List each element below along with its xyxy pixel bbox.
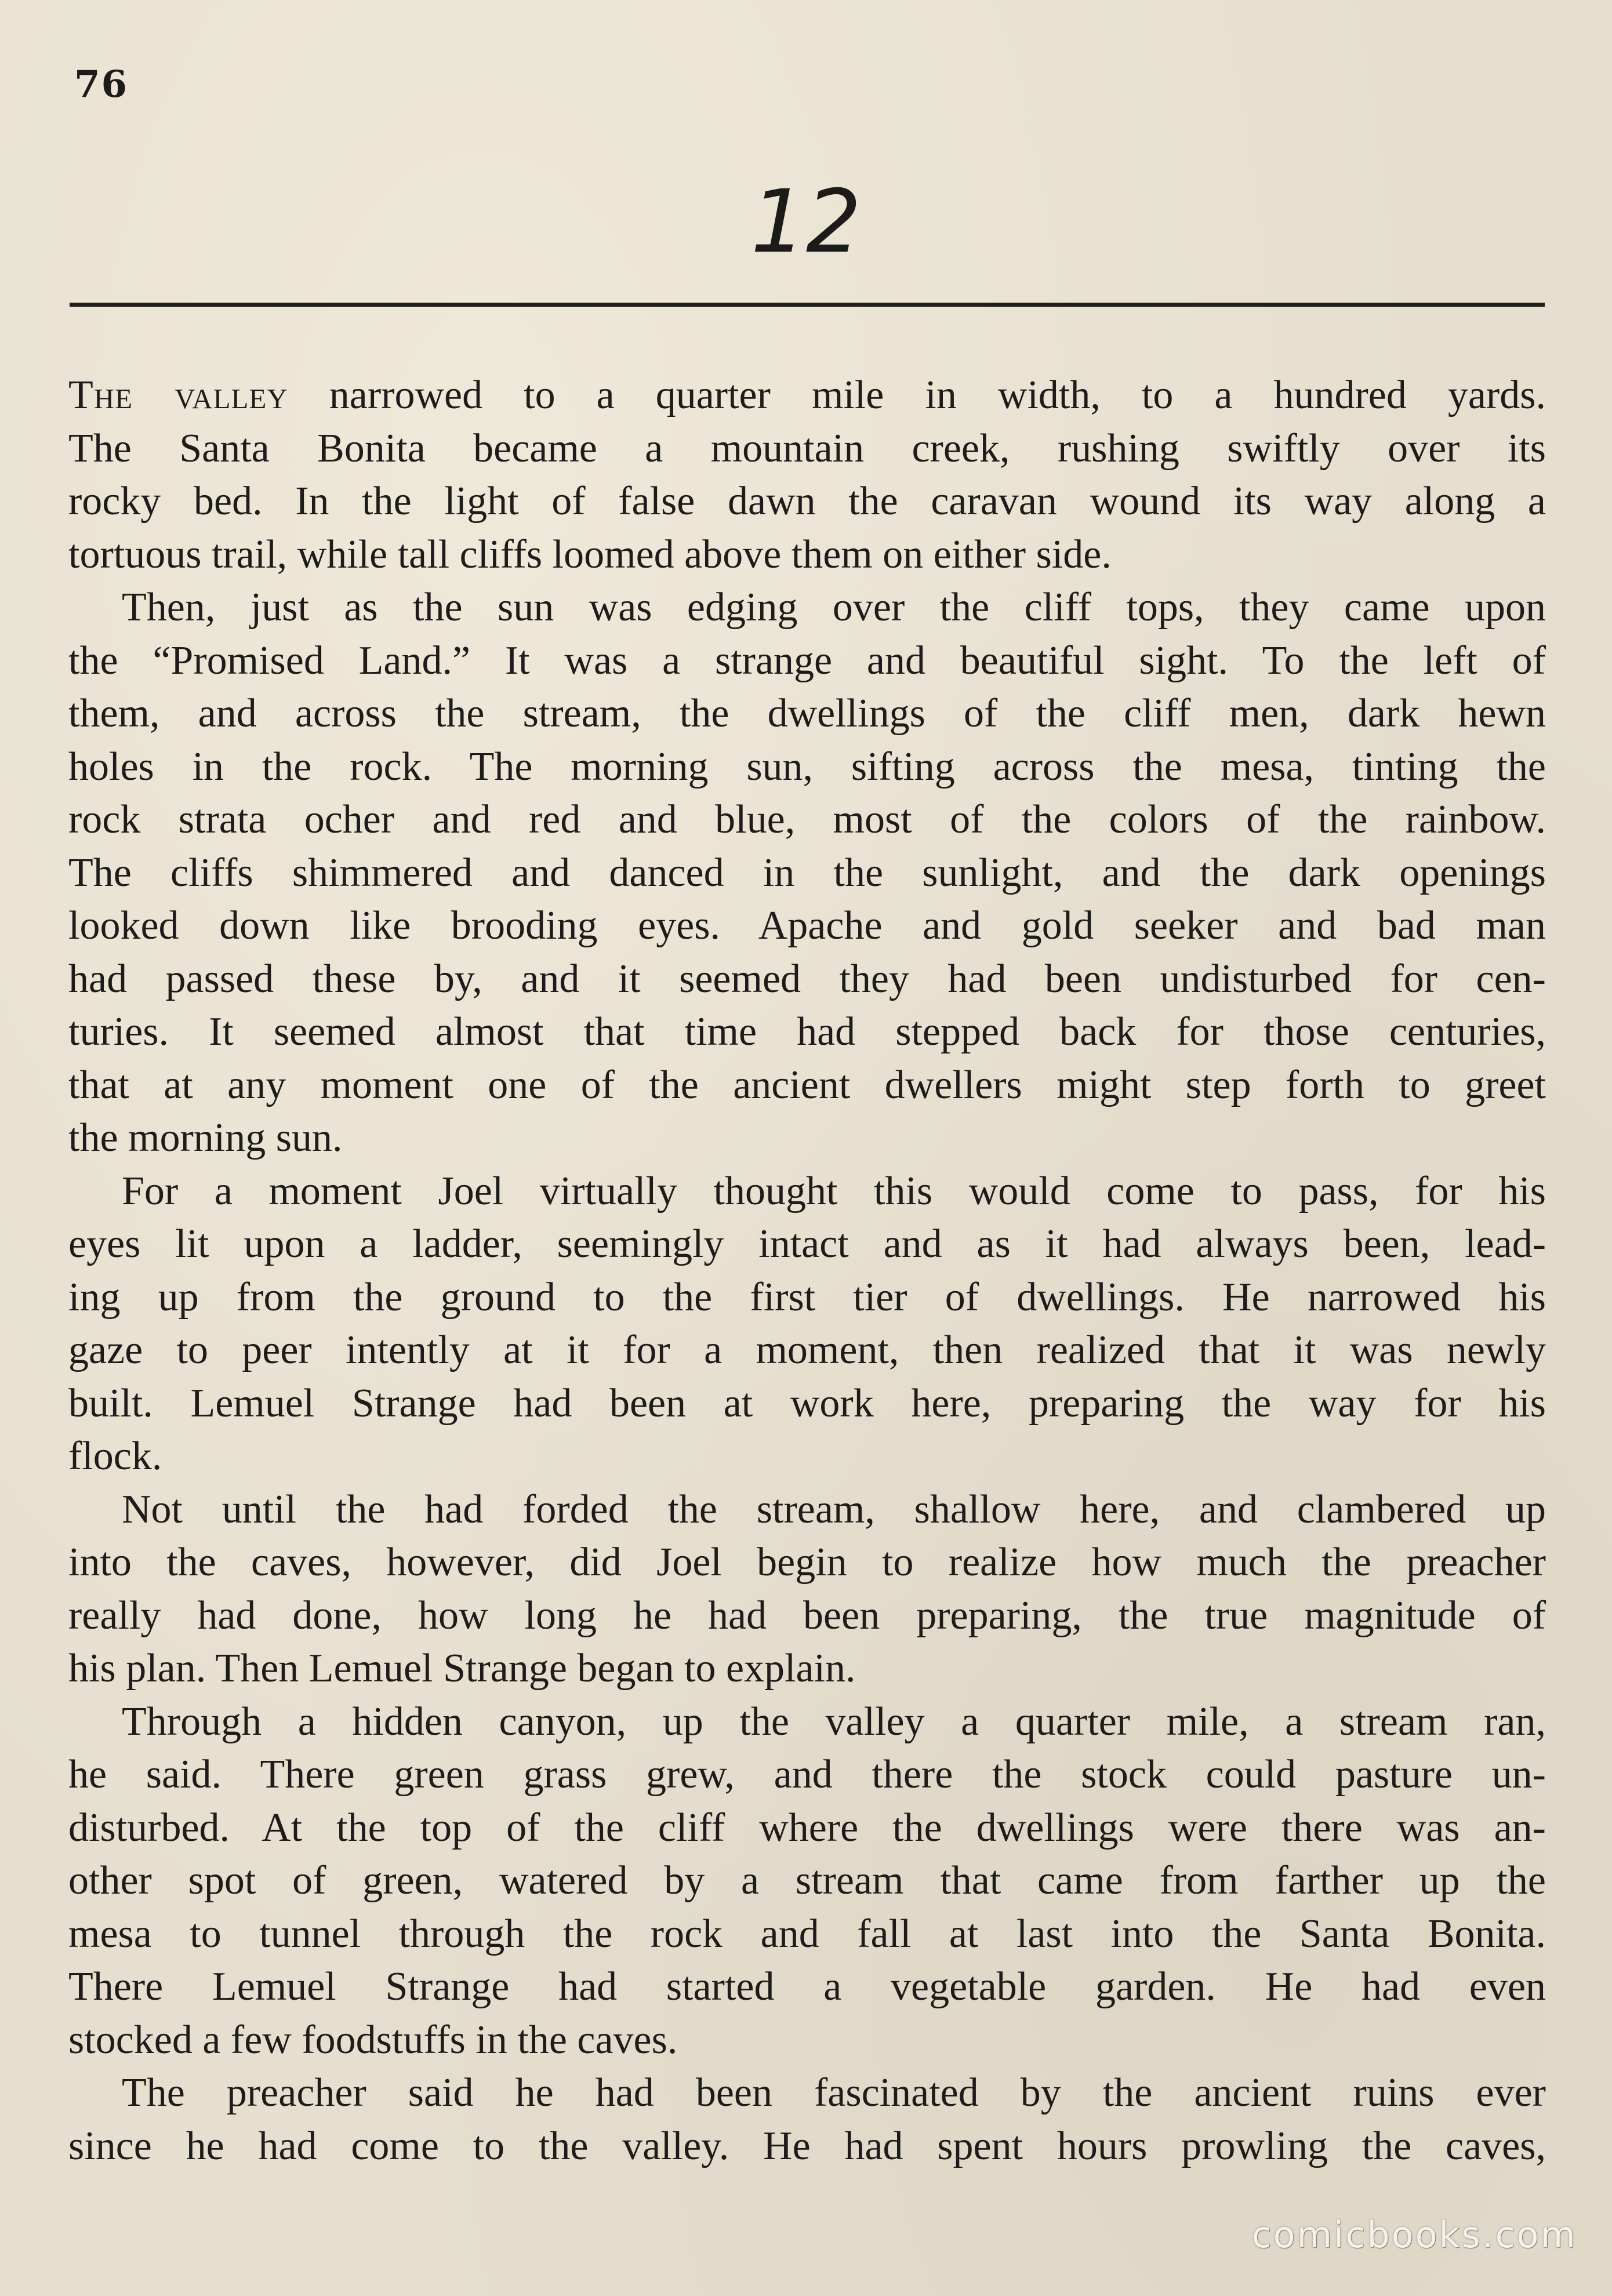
text-line-content: flock. xyxy=(68,1434,162,1478)
site-watermark: comicbooks.com xyxy=(1251,2214,1577,2256)
text-line-content: tortuous trail, while tall cliffs loomed above them on either side. xyxy=(68,532,1112,577)
text-line-content: mesa to tunnel through the rock and fall at last into the Santa Bonita. xyxy=(68,1911,1546,1956)
text-line-content: other spot of green, watered by a stream that came from farther up the xyxy=(68,1858,1546,1903)
text-line xyxy=(68,422,1546,475)
text-line-content: turies. It seemed almost that time had stepped back for those centuries, xyxy=(68,1009,1546,1054)
text-line-content: The preacher said he had been fascinated by the ancient ruins ever xyxy=(122,2070,1546,2115)
text-line-content: For a moment Joel virtually thought this would come to pass, for his xyxy=(122,1168,1546,1214)
text-line-content: The cliffs shimmered and danced in the sunlight, and the dark openings xyxy=(68,850,1546,895)
text-line xyxy=(68,475,1546,528)
text-line-content: rocky bed. In the light of false dawn the caravan wound its way along a xyxy=(68,479,1546,524)
text-line-content: that at any moment one of the ancient dwellers might step forth to greet xyxy=(68,1062,1546,1107)
chapter-divider-rule xyxy=(70,303,1545,307)
text-line xyxy=(68,528,1546,582)
text-line xyxy=(68,1005,1546,1059)
text-line xyxy=(68,1483,1546,1536)
text-line xyxy=(68,953,1546,1006)
text-line xyxy=(68,1430,1546,1483)
text-line xyxy=(68,1218,1546,1271)
text-line-content: The Santa Bonita became a mountain creek, rushing swiftly over its xyxy=(68,426,1546,471)
text-line-content: narrowed to a quarter mile in width, to a hundred yards. xyxy=(288,373,1546,417)
text-line xyxy=(68,793,1546,847)
text-line xyxy=(68,1801,1546,1855)
text-line xyxy=(68,2120,1546,2173)
text-line-content: the “Promised Land.” It was a strange and beautiful sight. To the left of xyxy=(68,638,1546,683)
text-line-content: he said. There green grass grew, and there the stock could pasture un- xyxy=(68,1752,1546,1797)
text-line-content: had passed these by, and it seemed they had been undisturbed for cen- xyxy=(68,956,1546,1001)
page-number: 76 xyxy=(74,63,129,106)
text-line-content: rock strata ocher and red and blue, most of the colors of the rainbow. xyxy=(68,797,1546,842)
text-line xyxy=(68,1271,1546,1324)
text-line xyxy=(68,369,1546,422)
text-line-content: eyes lit upon a ladder, seemingly intact and as it had always been, lead- xyxy=(68,1222,1546,1266)
chapter-number: 12 xyxy=(750,172,862,273)
text-line xyxy=(68,1324,1546,1377)
text-line xyxy=(68,1536,1546,1589)
text-line-content: into the caves, however, did Joel begin to realize how much the preacher xyxy=(68,1540,1546,1585)
text-line xyxy=(68,2014,1546,2067)
text-line xyxy=(68,1377,1546,1430)
text-line-content: There Lemuel Strange had started a vegetable garden. He had even xyxy=(68,1964,1546,2009)
text-line-content: the morning sun. xyxy=(68,1116,343,1160)
text-line-content: them, and across the stream, the dwellings of the cliff men, dark hewn xyxy=(68,691,1546,736)
text-line-content: disturbed. At the top of the cliff where the dwellings were there was an- xyxy=(68,1805,1546,1850)
chapter-body-text xyxy=(68,369,1546,2173)
text-line xyxy=(68,1748,1546,1801)
text-line-content: holes in the rock. The morning sun, sifting across the mesa, tinting the xyxy=(68,744,1546,789)
text-line-content: Not until the had forded the stream, shallow here, and clambered up xyxy=(122,1487,1546,1532)
text-line-content: his plan. Then Lemuel Strange began to explain. xyxy=(68,1646,856,1691)
text-line xyxy=(68,740,1546,794)
text-line xyxy=(68,1642,1546,1695)
text-line xyxy=(68,1111,1546,1165)
text-line-content: really had done, how long he had been preparing, the true magnitude of xyxy=(68,1593,1546,1638)
text-line xyxy=(68,634,1546,688)
text-line xyxy=(68,1589,1546,1643)
text-line xyxy=(68,2066,1546,2120)
text-line xyxy=(68,847,1546,900)
text-line xyxy=(68,1854,1546,1908)
text-line-content: Through a hidden canyon, up the valley a quarter mile, a stream ran, xyxy=(122,1699,1546,1744)
text-line xyxy=(68,581,1546,634)
text-line xyxy=(68,1908,1546,1961)
text-line-content: Then, just as the sun was edging over the cliff tops, they came upon xyxy=(122,585,1546,630)
text-line xyxy=(68,1695,1546,1749)
text-line xyxy=(68,1059,1546,1112)
text-line-content: built. Lemuel Strange had been at work here, preparing the way for his xyxy=(68,1380,1546,1426)
text-line-content: gaze to peer intently at it for a moment, then realized that it was newly xyxy=(68,1328,1546,1372)
text-line-content: stocked a few foodstuffs in the caves. xyxy=(68,2017,678,2062)
text-line-content: ing up from the ground to the first tier of dwellings. He narrowed his xyxy=(68,1274,1546,1320)
text-line xyxy=(68,687,1546,740)
text-line xyxy=(68,1165,1546,1218)
text-line xyxy=(68,899,1546,953)
text-line-content: looked down like brooding eyes. Apache and gold seeker and bad man xyxy=(68,903,1546,948)
opening-smallcaps: The valley xyxy=(68,373,288,417)
text-line-content: since he had come to the valley. He had spent hours prowling the caves, xyxy=(68,2123,1546,2168)
text-line xyxy=(68,1960,1546,2014)
